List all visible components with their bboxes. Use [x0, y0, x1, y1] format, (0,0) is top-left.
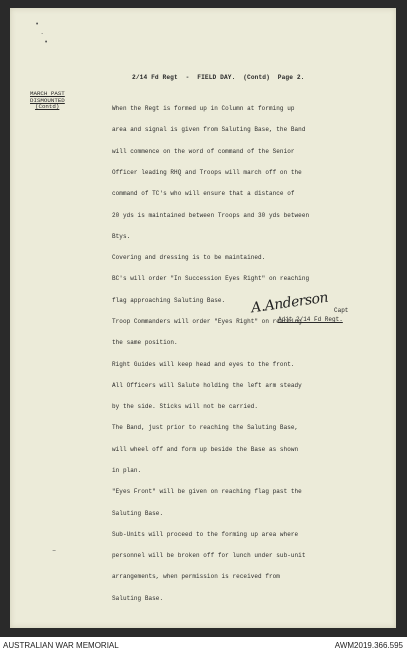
body-line: All Officers will Salute holding the left arm steady	[112, 381, 302, 389]
body-line: Saluting Base.	[112, 594, 164, 602]
body-line: the same position.	[112, 339, 178, 347]
side-heading-line3: (Contd)	[35, 103, 60, 111]
page-header	[132, 74, 308, 81]
footer-institution: AUSTRALIAN WAR MEMORIAL	[3, 641, 119, 650]
body-line: flag approaching Saluting Base.	[112, 296, 226, 304]
body-line: Right Guides will keep head and eyes to the front.	[112, 360, 295, 368]
body-line: arrangements, when permission is received from	[112, 573, 280, 581]
paper-speck: –	[52, 547, 57, 555]
side-heading-line2: DISMOUNTED	[30, 96, 65, 104]
body-line: BC's will order "In Succession Eyes Right" on reaching	[112, 275, 310, 283]
signature-rank: Capt	[334, 307, 349, 314]
body-line: Sub-Units will proceed to the forming up area where	[112, 530, 299, 538]
body-line: Btys.	[112, 232, 131, 240]
header-contd: (Contd)	[243, 74, 270, 81]
body-line: personnel will be broken off for lunch under sub-unit	[112, 552, 306, 560]
order-body-text	[112, 91, 370, 609]
body-line: command of TC's who will ensure that a distance of	[112, 190, 295, 198]
handwritten-signature: A.Anderson	[250, 289, 330, 317]
side-heading	[30, 91, 74, 111]
body-line: Covering and dressing is to be maintained.	[112, 254, 266, 262]
body-line: Officer leading RHQ and Troops will march off on the	[112, 169, 302, 177]
paper-speck: ‧	[41, 31, 44, 39]
body-line: 20 yds is maintained between Troops and 30 yds between	[112, 211, 310, 219]
body-line: Saluting Base.	[112, 509, 164, 517]
header-page: Page 2.	[277, 74, 305, 81]
footer-accession-number: AWM2019.366.595	[334, 641, 403, 650]
body-line: will commence on the word of command of the Senior	[112, 147, 295, 155]
header-dash: -	[185, 74, 190, 81]
paper-speck: •	[44, 39, 49, 47]
header-unit: 2/14 Fd Regt	[132, 74, 178, 81]
body-line: The Band, just prior to reaching the Saluting Base,	[112, 424, 299, 432]
archive-footer	[0, 637, 407, 653]
body-line: Troop Commanders will order "Eyes Right" on reaching	[112, 318, 302, 325]
paper-speck: •	[35, 21, 40, 29]
body-line: by the side. Sticks will not be carried.	[112, 403, 259, 411]
body-line: When the Regt is formed up in Column at forming up	[112, 105, 295, 113]
side-heading-line1: MARCH PAST	[30, 90, 65, 97]
body-line: "Eyes Front" will be given on reaching flag past the	[112, 488, 302, 496]
signature-appointment: Adjt 2/14 Fd Regt.	[278, 316, 343, 323]
body-line: will wheel off and form up beside the Base as shown	[112, 445, 299, 453]
body-line: area and signal is given from Saluting Base, the Band	[112, 126, 306, 134]
body-line: in plan.	[112, 466, 142, 474]
header-title: FIELD DAY.	[197, 74, 236, 81]
